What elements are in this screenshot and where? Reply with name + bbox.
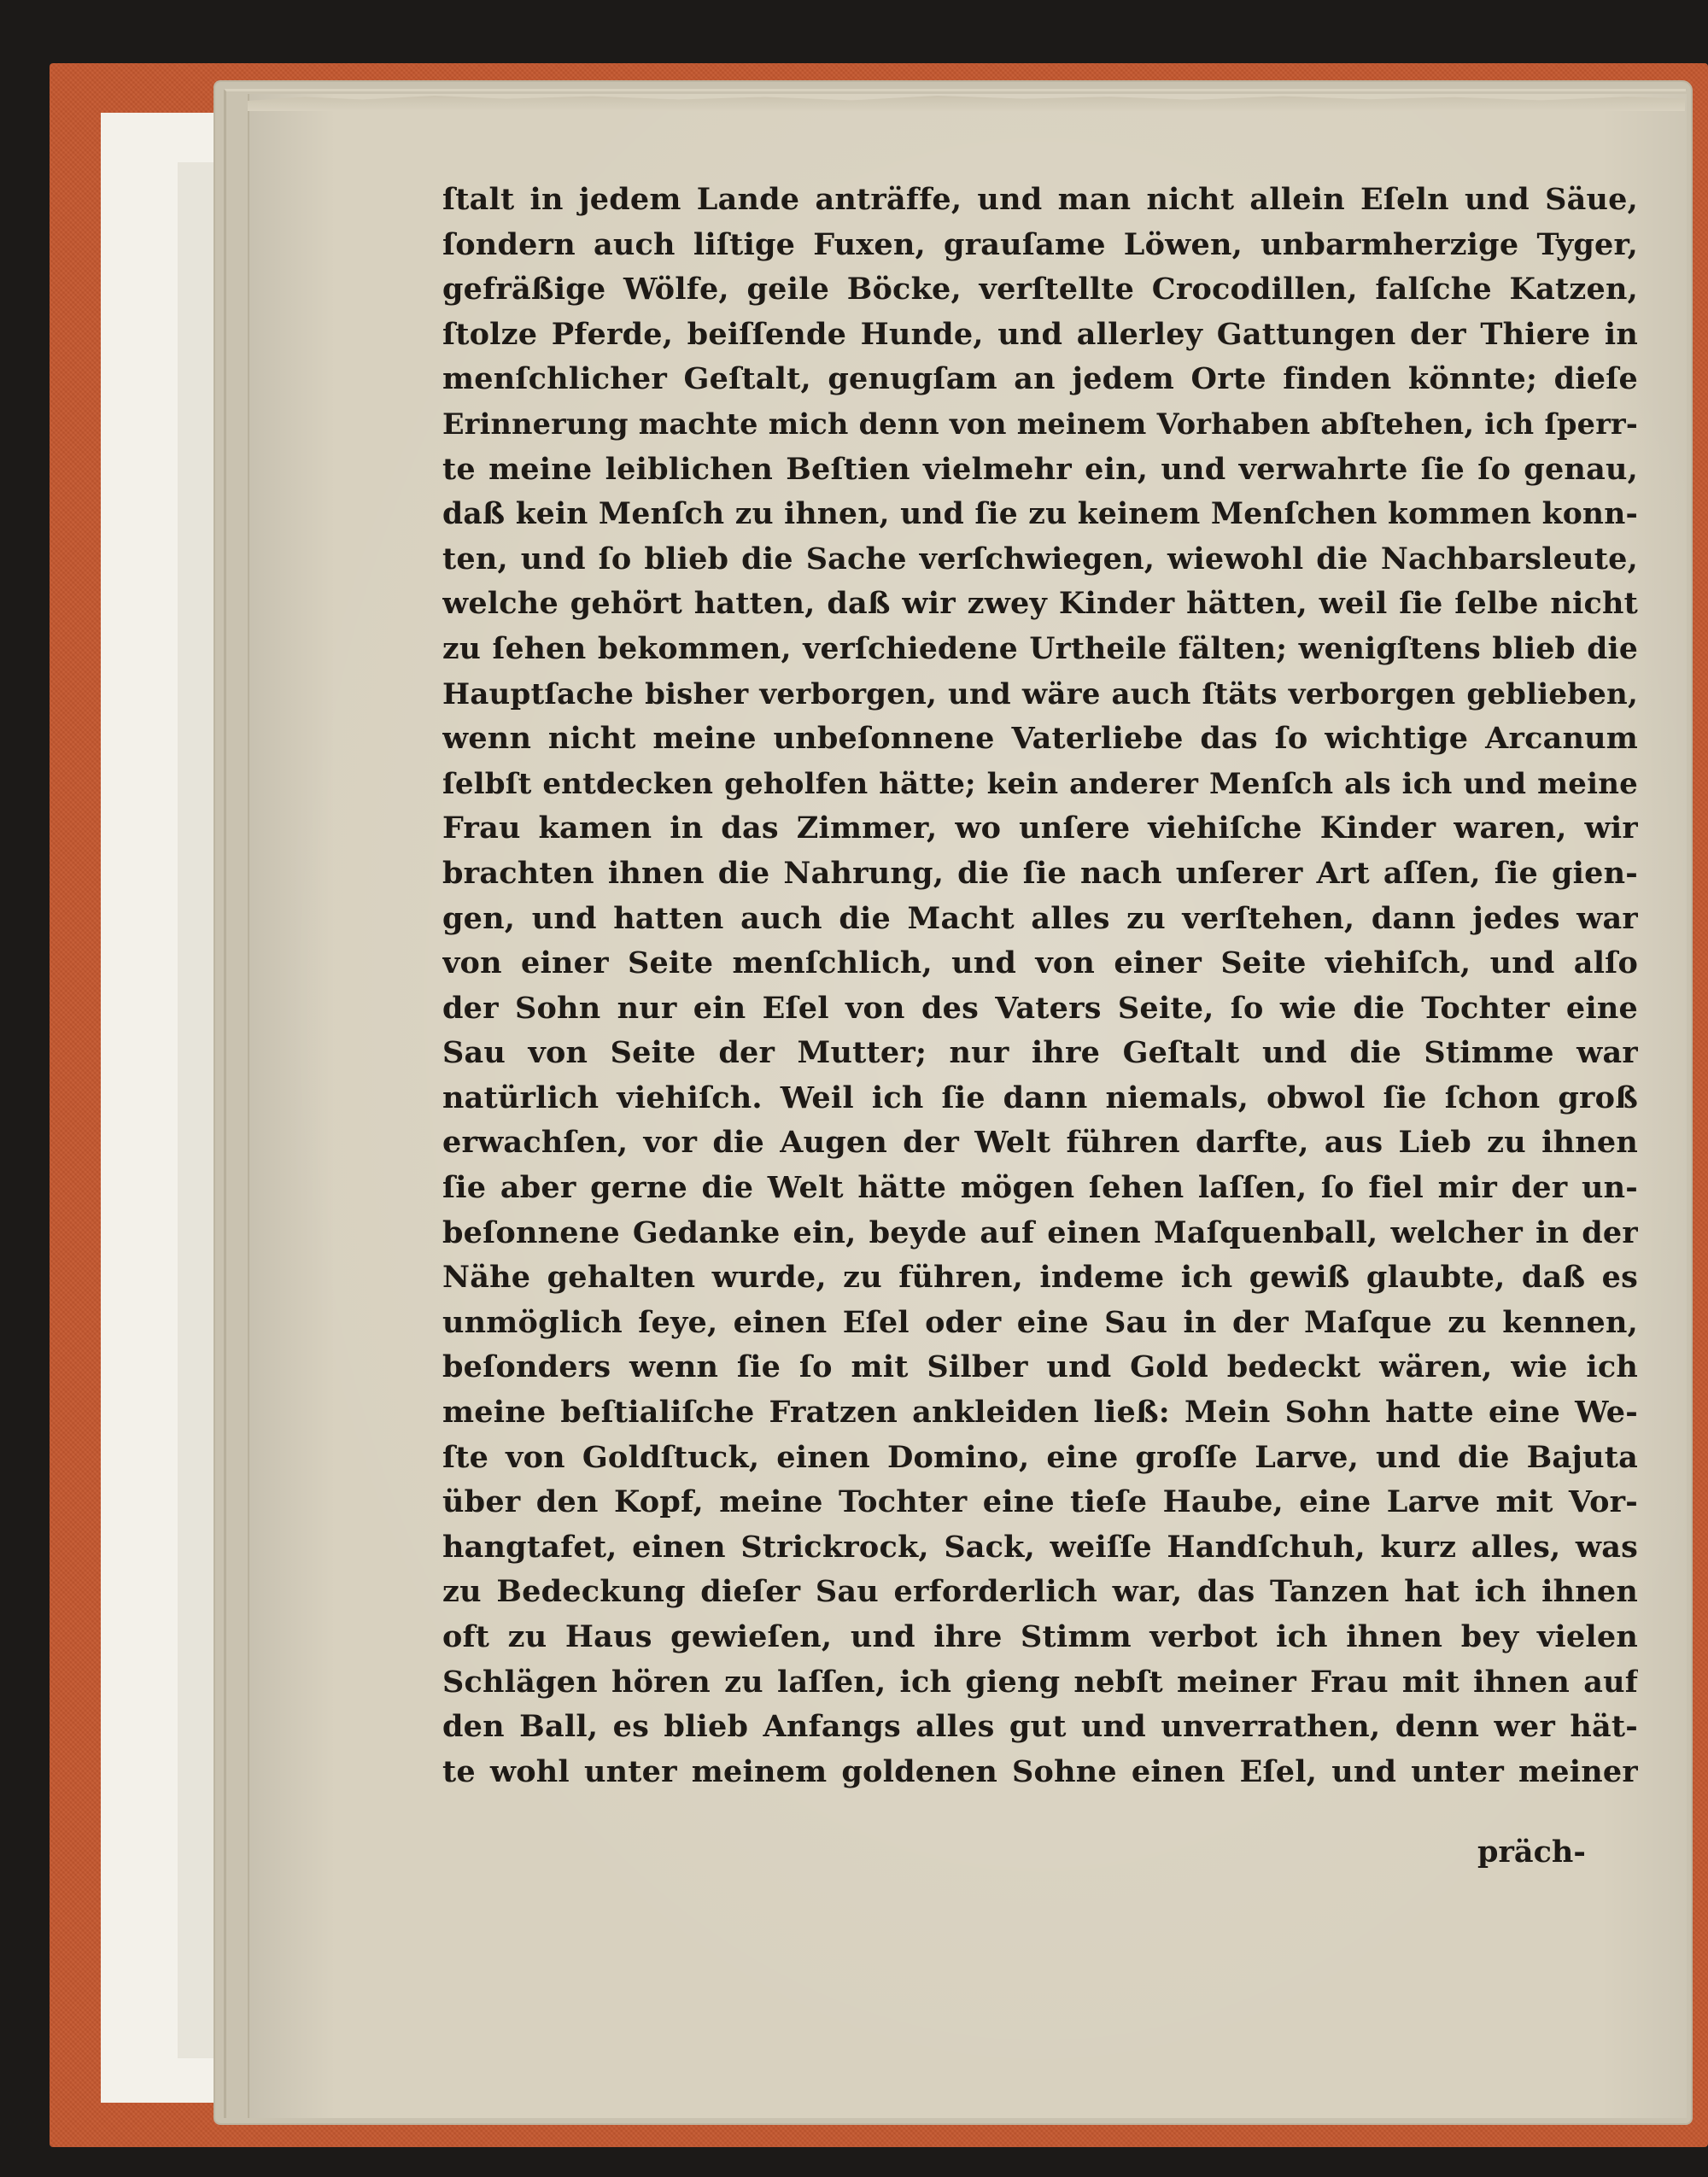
text-line: daß kein Menſch zu ihnen, und ſie zu keinem Menſchen kommen konn- [442,497,1638,532]
text-line: natürlich viehiſch. Weil ich ſie dann niemals, obwol ſie ſchon groß [442,1080,1638,1115]
text-line: der Sohn nur ein Eſel von des Vaters Seite, ſo wie die Tochter eine [442,990,1638,1026]
text-line: ſtalt in jedem Lande anträffe, und man nicht allein Eſeln und Säue, [442,182,1638,217]
text-line: hangtafet, einen Strickrock, Sack, weiſſe Handſchuh, kurz alles, was [442,1529,1638,1565]
text-line: beſonders wenn ſie ſo mit Silber und Gold bedeckt wären, wie ich [442,1349,1638,1385]
text-line: beſonnene Gedanke ein, beyde auf einen Maſquenball, welcher in der [442,1214,1638,1250]
page-text [442,178,1638,1794]
text-line: ſie aber gerne die Welt hätte mögen ſehen laſſen, ſo fiel mir der un- [442,1170,1638,1206]
text-line: zu Bedeckung dieſer Sau erforderlich war, das Tanzen hat ich ihnen [442,1574,1638,1610]
text-line: menſchlicher Geſtalt, genugſam an jedem Orte finden könnte; dieſe [442,361,1638,397]
text-line: ſte von Goldſtuck, einen Domino, eine groſſe Larve, und die Bajuta [442,1439,1638,1475]
text-line: Sau von Seite der Mutter; nur ihre Geſtalt und die Stimme war [442,1035,1638,1071]
text-line: Erinnerung machte mich denn von meinem Vorhaben abſtehen, ich ſperr- [442,407,1638,441]
text-line: wenn nicht meine unbeſonnene Vaterliebe das ſo wichtige Arcanum [442,721,1638,757]
text-line: von einer Seite menſchlich, und von einer Seite viehiſch, und alſo [442,945,1638,981]
text-line: welche gehört hatten, daß wir zwey Kinder hätten, weil ſie ſelbe nicht [442,586,1638,622]
text-line: Frau kamen in das Zimmer, wo unſere viehiſche Kinder waren, wir [442,811,1638,846]
text-line: ſelbſt entdecken geholfen hätte; kein anderer Menſch als ich und meine [442,766,1638,801]
text-line: Hauptſache bisher verborgen, und wäre auch ſtäts verborgen geblieben, [442,676,1638,711]
text-line: den Ball, es blieb Anfangs alles gut und unverrathen, denn wer hät- [442,1709,1638,1745]
text-line: erwachſen, vor die Augen der Welt führen darfte, aus Lieb zu ihnen [442,1125,1638,1161]
catchword: präch- [1477,1835,1586,1870]
flyleaf-edge [178,162,214,2058]
text-line: gen, und hatten auch die Macht alles zu verſtehen, dann jedes war [442,900,1638,936]
text-line: Schlägen hören zu laſſen, ich gieng nebſt meiner Frau mit ihnen auf [442,1664,1638,1700]
text-line: te wohl unter meinem goldenen Sohne einen Eſel, und unter meiner [442,1753,1638,1789]
text-line: ten, und ſo blieb die Sache verſchwiegen, wiewohl die Nachbarsleute, [442,541,1638,576]
text-line: meine beſtialiſche Fratzen ankleiden ließ: Mein Sohn hatte eine We- [442,1395,1638,1431]
text-line: unmöglich ſeye, einen Eſel oder eine Sau in der Maſque zu kennen, [442,1304,1638,1340]
text-line: brachten ihnen die Nahrung, die ſie nach unſerer Art aſſen, ſie gien- [442,855,1638,891]
text-line: Nähe gehalten wurde, zu führen, indeme ich gewiß glaubte, daß es [442,1260,1638,1296]
text-line: oft zu Haus gewieſen, und ihre Stimm verbot ich ihnen bey vielen [442,1619,1638,1654]
text-line: gefräßige Wölfe, geile Böcke, verſtellte Crocodillen, falſche Katzen, [442,272,1638,307]
text-line: te meine leiblichen Beſtien vielmehr ein, und verwahrte ſie ſo genau, [442,451,1638,487]
text-line: ſondern auch liſtige Fuxen, grauſame Löwen, unbarmherzige Tyger, [442,226,1638,262]
text-line: zu ſehen bekommen, verſchiedene Urtheile fälten; wenigſtens blieb die [442,631,1638,666]
text-line: ſtolze Pferde, beiſſende Hunde, und allerley Gattungen der Thiere in [442,316,1638,352]
text-line: über den Kopf, meine Tochter eine tieſe Haube, eine Larve mit Vor- [442,1484,1638,1520]
